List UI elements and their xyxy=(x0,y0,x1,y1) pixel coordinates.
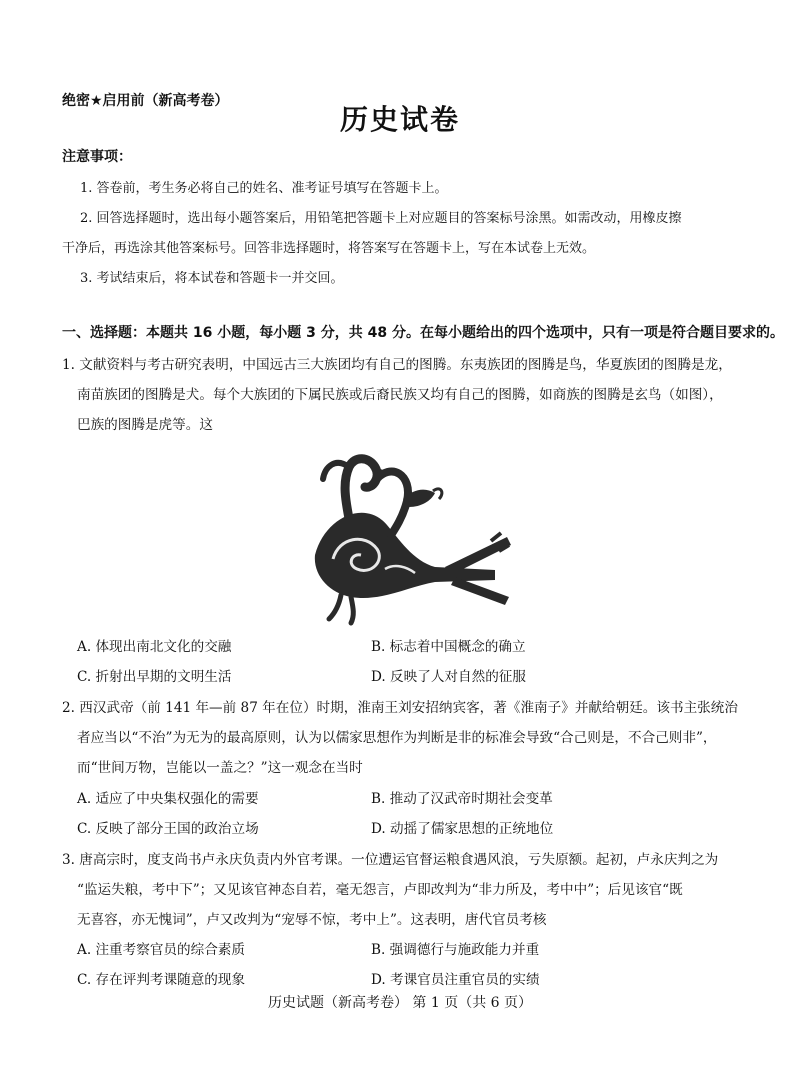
question-3-option-b: B. 强调德行与施政能力并重 xyxy=(371,942,540,958)
question-1-option-b: B. 标志着中国概念的确立 xyxy=(371,639,526,655)
question-3-option-d: D. 考课官员注重官员的实绩 xyxy=(371,972,540,988)
notice-line-1: 1. 答卷前，考生务必将自己的姓名、准考证号填写在答题卡上。 xyxy=(80,181,448,196)
question-1-line-2: 南苗族团的图腾是犬。每个大族团的下属民族或后裔民族又均有自己的图腾，如商族的图腾是玄鸟（如图）， xyxy=(77,387,723,403)
notice-heading: 注意事项： xyxy=(62,149,132,165)
section-heading: 一、选择题：本题共 16 小题，每小题 3 分，共 48 分。在每小题给出的四个选项中，只有一项是符合题目要求的。 xyxy=(62,325,784,341)
question-2-option-b: B. 推动了汉武帝时期社会变革 xyxy=(371,791,553,807)
question-3-line-3: 无喜容，亦无愧词”，卢又改判为“宠辱不惊，考中上”。这表明，唐代官员考核 xyxy=(77,912,547,928)
confidential-label: 绝密★启用前（新高考卷） xyxy=(62,93,229,109)
question-3-option-a: A. 注重考察官员的综合素质 xyxy=(77,942,245,958)
question-1-option-d: D. 反映了人对自然的征服 xyxy=(371,669,526,685)
question-1-line-3: 巴族的图腾是虎等。这 xyxy=(77,417,213,433)
xuanniao-totem-image xyxy=(295,437,520,627)
page-footer: 历史试题（新高考卷） 第 1 页（共 6 页） xyxy=(267,995,533,1011)
question-1-option-a: A. 体现出南北文化的交融 xyxy=(77,639,232,655)
question-1-option-c: C. 折射出早期的文明生活 xyxy=(77,669,232,685)
notice-line-3: 3. 考试结束后，将本试卷和答题卡一并交回。 xyxy=(80,271,344,286)
notice-line-2a: 2. 回答选择题时，选出每小题答案后，用铅笔把答题卡上对应题目的答案标号涂黑。如需改动，用橡皮擦 xyxy=(80,211,682,226)
question-2-option-c: C. 反映了部分王国的政治立场 xyxy=(77,821,259,837)
question-2-option-d: D. 动摇了儒家思想的正统地位 xyxy=(371,821,554,837)
question-3-line-2: “监运失粮，考中下”；又见该官神态自若，毫无怨言，卢即改判为“非力所及，考中中”；后见该官“既 xyxy=(77,882,683,898)
question-1-line-1: 1. 文献资料与考古研究表明，中国远古三大族团均有自己的图腾。东夷族团的图腾是鸟，华夏族团的图腾是龙， xyxy=(62,357,732,373)
question-3-option-c: C. 存在评判考课随意的现象 xyxy=(77,972,246,988)
question-3-line-1: 3. 唐高宗时，度支尚书卢永庆负责内外官考课。一位遭运官督运粮食遇风浪，亏失原额。起初，卢永庆判之为 xyxy=(62,852,719,868)
question-2-line-2: 者应当以“不治”为无为的最高原则，认为以儒家思想作为判断是非的标准会导致“合己则是，不合己则非”， xyxy=(77,730,717,746)
page-title: 历史试卷 xyxy=(339,103,460,136)
notice-line-2b: 干净后，再选涂其他答案标号。回答非选择题时，将答案写在答题卡上，写在本试卷上无效。 xyxy=(62,241,596,256)
question-2-line-1: 2. 西汉武帝（前 141 年—前 87 年在位）时期，淮南王刘安招纳宾客，著《淮南子》并献给朝廷。该书主张统治 xyxy=(62,700,738,716)
question-2-option-a: A. 适应了中央集权强化的需要 xyxy=(77,791,259,807)
question-2-line-3: 而“世间万物，岂能以一盖之？”这一观念在当时 xyxy=(77,760,363,776)
